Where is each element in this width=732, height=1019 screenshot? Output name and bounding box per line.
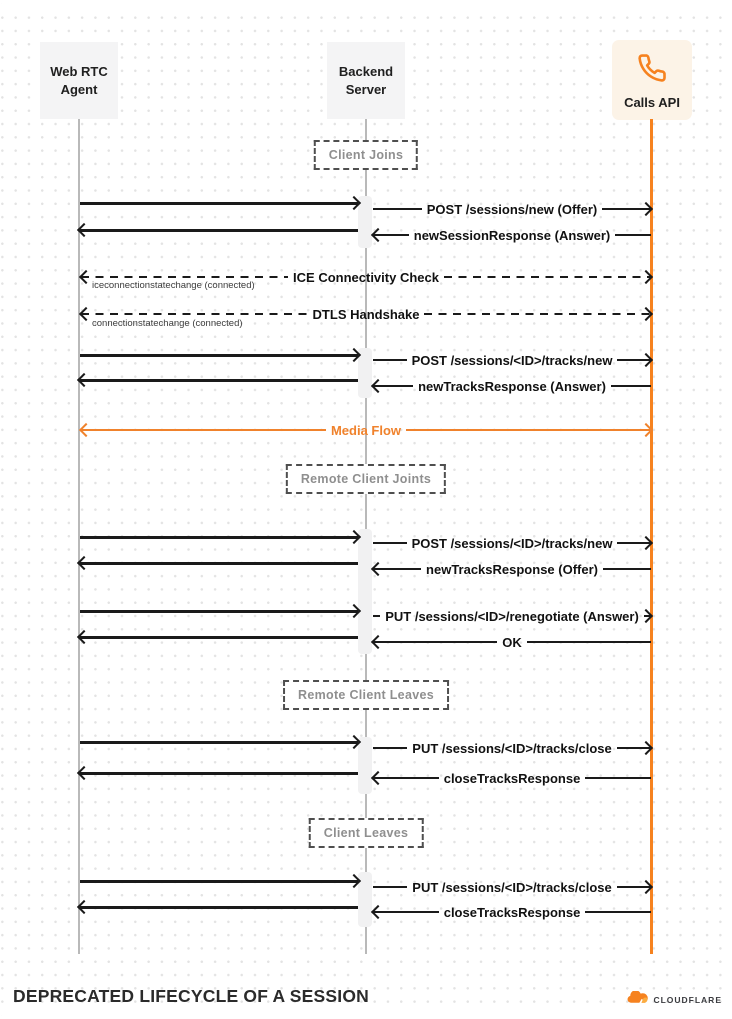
- phase-client-leaves: [309, 818, 424, 848]
- arrowhead-right-icon: [639, 353, 653, 367]
- arrow-backend-to-webrtc: [80, 906, 358, 909]
- arrowhead-left-icon: [79, 270, 93, 284]
- message-sublabel: connectionstatechange (connected): [92, 318, 243, 329]
- arrow-webrtc-to-backend: [80, 202, 358, 205]
- arrowhead-right-icon: [639, 536, 653, 550]
- arrowhead-left-icon: [371, 905, 385, 919]
- message-label: PUT /sessions/<ID>/tracks/close: [412, 879, 612, 895]
- arrow-backend-to-webrtc: [80, 772, 358, 775]
- dashed-arrow-line: [444, 276, 651, 279]
- actor-webrtc-agent: [40, 42, 118, 119]
- message-close-tracks-response: [373, 904, 651, 920]
- arrowhead-left-icon: [371, 562, 385, 576]
- arrow-line: [373, 208, 422, 211]
- message-label: closeTracksResponse: [443, 904, 581, 920]
- dashed-arrow-line: [81, 276, 288, 279]
- arrow-line: [585, 911, 651, 914]
- arrow-line: [373, 542, 407, 545]
- arrowhead-left-icon: [371, 771, 385, 785]
- cloudflare-logo: [626, 991, 722, 1009]
- actor-label: Backend Server: [338, 63, 394, 97]
- message-new-tracks-response-offer: [373, 561, 651, 577]
- arrow-webrtc-to-backend: [80, 610, 358, 613]
- arrow-webrtc-to-backend: [80, 741, 358, 744]
- actor-label: Calls API: [624, 94, 680, 110]
- activation-bar: [358, 529, 372, 654]
- arrowhead-right-icon: [639, 741, 653, 755]
- arrowhead-left-icon: [79, 307, 93, 321]
- message-label: Media Flow: [330, 422, 402, 438]
- arrow-line: [603, 568, 651, 571]
- arrow-line: [373, 641, 497, 644]
- arrowhead-right-icon: [639, 880, 653, 894]
- arrowhead-left-icon: [371, 379, 385, 393]
- top-margin: [0, 0, 732, 8]
- arrow-line: [615, 234, 651, 237]
- message-post-tracks-new: [373, 535, 651, 551]
- message-put-tracks-close: [373, 740, 651, 756]
- phone-icon: [637, 53, 667, 88]
- arrow-line: [373, 886, 407, 889]
- message-sublabel: iceconnectionstatechange (connected): [92, 280, 255, 291]
- message-label: POST /sessions/new (Offer): [426, 201, 598, 217]
- message-label: PUT /sessions/<ID>/tracks/close: [412, 740, 612, 756]
- phase-label: Remote Client Leaves: [298, 688, 434, 702]
- message-new-session-response: [373, 227, 651, 243]
- message-ok: [373, 634, 651, 650]
- message-label: newSessionResponse (Answer): [413, 227, 611, 243]
- brand-wordmark: CLOUDFLARE: [653, 995, 722, 1005]
- bottom-margin: [0, 1010, 732, 1019]
- message-put-renegotiate: [373, 608, 651, 624]
- message-label: POST /sessions/<ID>/tracks/new: [411, 352, 613, 368]
- arrowhead-right-icon: [639, 270, 653, 284]
- message-label: PUT /sessions/<ID>/renegotiate (Answer): [385, 608, 639, 624]
- arrow-line: [373, 359, 407, 362]
- message-put-tracks-close: [373, 879, 651, 895]
- arrowhead-left-icon: [371, 635, 385, 649]
- phase-label: Client Joins: [328, 148, 404, 162]
- arrowhead-left-icon: [79, 423, 93, 437]
- message-label: DTLS Handshake: [312, 306, 420, 322]
- arrow-line: [527, 641, 651, 644]
- activation-bar: [358, 737, 372, 794]
- actor-calls-api: [612, 40, 692, 120]
- phase-label: Client Leaves: [323, 826, 409, 840]
- message-label: ICE Connectivity Check: [293, 269, 439, 285]
- phase-remote-client-leaves: [283, 680, 449, 710]
- arrow-backend-to-webrtc: [80, 379, 358, 382]
- message-new-tracks-response-answer: [373, 378, 651, 394]
- message-label: POST /sessions/<ID>/tracks/new: [411, 535, 613, 551]
- arrow-backend-to-webrtc: [80, 636, 358, 639]
- arrowhead-right-icon: [639, 307, 653, 321]
- message-post-sessions-new: [373, 201, 651, 217]
- dashed-arrow-line: [424, 313, 651, 316]
- message-label: newTracksResponse (Offer): [426, 561, 598, 577]
- message-label: closeTracksResponse: [443, 770, 581, 786]
- arrowhead-left-icon: [371, 228, 385, 242]
- dashed-arrow-line: [81, 313, 308, 316]
- phase-client-joins: [314, 140, 418, 170]
- actor-backend-server: [327, 42, 405, 119]
- arrow-line: [611, 385, 651, 388]
- message-close-tracks-response: [373, 770, 651, 786]
- page-title: DEPRECATED LIFECYCLE OF A SESSION: [13, 986, 369, 1006]
- arrow-line: [81, 429, 326, 432]
- message-label: newTracksResponse (Answer): [418, 378, 606, 394]
- message-post-tracks-new: [373, 352, 651, 368]
- message-media-flow: [81, 422, 651, 438]
- arrow-webrtc-to-backend: [80, 536, 358, 539]
- actor-label: Web RTC Agent: [50, 63, 108, 97]
- phase-label: Remote Client Joints: [300, 472, 432, 486]
- arrow-backend-to-webrtc: [80, 229, 358, 232]
- arrowhead-right-icon: [639, 423, 653, 437]
- arrow-line: [373, 615, 380, 618]
- arrow-webrtc-to-backend: [80, 354, 358, 357]
- arrow-webrtc-to-backend: [80, 880, 358, 883]
- arrow-line: [585, 777, 651, 780]
- cloudflare-cloud-icon: [626, 991, 650, 1009]
- arrow-line: [406, 429, 651, 432]
- arrow-backend-to-webrtc: [80, 562, 358, 565]
- arrow-line: [373, 747, 407, 750]
- arrowhead-right-icon: [639, 202, 653, 216]
- message-label: OK: [502, 634, 522, 650]
- phase-remote-client-joins: [286, 464, 446, 494]
